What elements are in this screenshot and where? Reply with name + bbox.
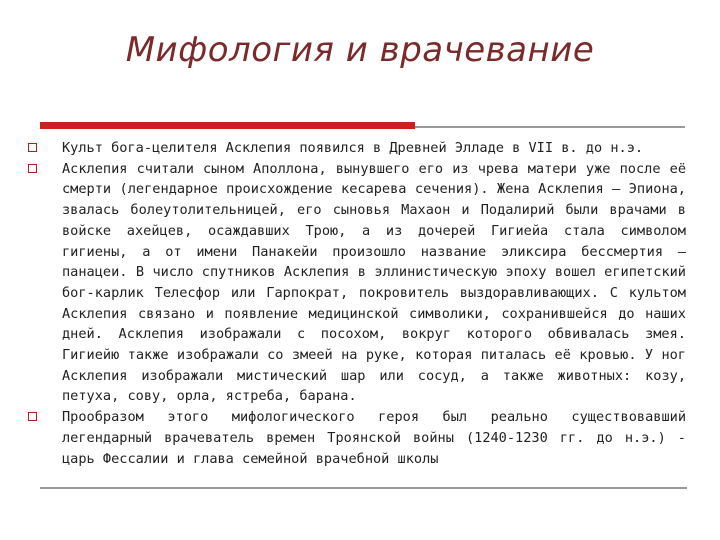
title-accent-bar xyxy=(40,122,415,129)
square-bullet-icon xyxy=(28,164,37,173)
bullet-item-family xyxy=(28,159,686,407)
footer-rule xyxy=(40,487,687,489)
bullet-item-cult xyxy=(28,138,686,159)
bullet-text: Прообразом этого мифологического героя был реально существовавший легендарный врачеватель времен Троянской войны (1240-1230 гг. до н.э.) - царь Фессалии и глава семейной врачебной школы xyxy=(62,409,686,467)
title-rule xyxy=(415,126,685,128)
square-bullet-icon xyxy=(28,412,37,421)
bullet-text: Асклепия считали сыном Аполлона, вынувшего его из чрева матери уже после её смерти (легендарное происхождение кесарева сечения). Жена Асклепия – Эпиона, звалась болеутолительницей, его сыновья Махаон и Подалирий были врачами в войске ахейцев, осаждавших Трою, а из дочерей Гигиейа стала символом гигиены, а от имени Панакейи произошло название эликсира бессмертия – панацеи. В число спутников Асклепия в эллинистическую эпоху вошел египетский бог-карлик Телесфор или Гарпократ, покровитель выздоравливающих. С культом Асклепия связано и появление медицинской символики, сохранившейся до наших дней. Асклепия изображали с посохом, вокруг которого обвивалась змея. Гигиейю также изображали со змеей на руке, которая питалась её кровью. У ног Асклепия изображали мистический шар или сосуд, а также животных: козу, петуха, сову, орла, ястреба, барана. xyxy=(62,160,686,405)
slide-title: Мифология и врачевание xyxy=(125,30,595,70)
bullet-text: Культ бога-целителя Асклепия появился в Древней Элладе в VII в. до н.э. xyxy=(62,140,644,156)
bullet-item-prototype xyxy=(28,407,686,469)
square-bullet-icon xyxy=(28,143,37,152)
bullet-list xyxy=(28,138,686,469)
